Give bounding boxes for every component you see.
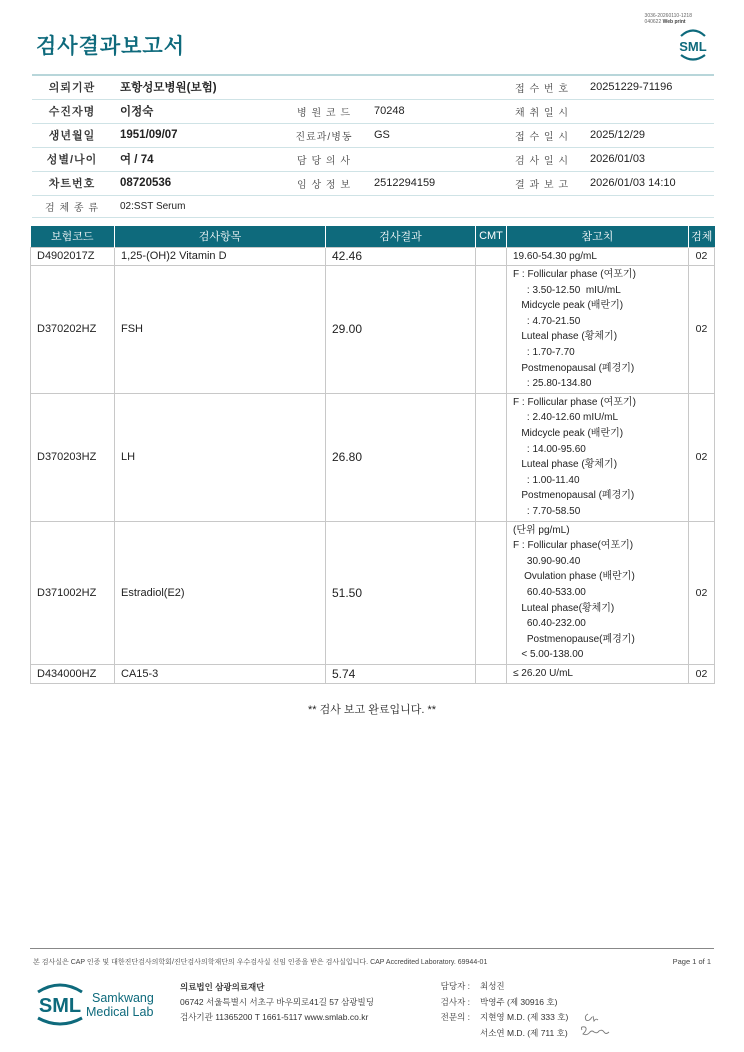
info-value xyxy=(366,147,502,171)
comment xyxy=(476,393,507,521)
org-contact: 검사기관 11365200 T 1661-5117 www.smlab.co.kr xyxy=(180,1012,369,1022)
specimen-code: 02 xyxy=(689,521,715,664)
footer-logo-text: SML xyxy=(38,995,82,1017)
result-row xyxy=(31,247,715,266)
result-row xyxy=(31,521,715,664)
test-result: 26.80 xyxy=(326,393,476,521)
staff-entry xyxy=(428,979,568,995)
org-address: 06742 서울특별시 서초구 바우뫼로41길 57 삼광빌딩 xyxy=(180,997,374,1007)
info-value: 08720536 xyxy=(112,171,282,195)
info-label: 검 사 일 시 xyxy=(502,147,582,171)
patient-info-row xyxy=(32,171,714,195)
info-value: 2512294159 xyxy=(366,171,502,195)
staff-name: 지현영 M.D. (제 333 호) xyxy=(480,1012,569,1022)
web-print-label: Web print xyxy=(662,19,686,25)
reference-range: 19.60-54.30 pg/mL xyxy=(507,247,689,266)
code-line-2: 040622 Web print xyxy=(644,19,686,25)
specimen-value: 02:SST Serum xyxy=(112,195,714,217)
test-item: FSH xyxy=(115,266,326,394)
comment xyxy=(476,247,507,266)
staff-name: 박영주 (제 30916 호) xyxy=(480,996,558,1007)
info-value: 20251229-71196 xyxy=(582,75,714,99)
comment xyxy=(476,521,507,664)
results-column-header: 보험코드 xyxy=(31,226,115,247)
footer-logo-name-2: Medical Lab xyxy=(86,1005,154,1019)
info-label: 접 수 일 시 xyxy=(502,123,582,147)
results-column-header: 검체 xyxy=(689,226,715,247)
org-name: 의료법인 삼광의료재단 xyxy=(180,982,265,992)
insurance-code: D434000HZ xyxy=(31,664,115,683)
info-value xyxy=(582,99,714,123)
specimen-code: 02 xyxy=(689,247,715,266)
info-value: 2026/01/03 xyxy=(582,147,714,171)
sml-logo-text: SML xyxy=(679,39,707,54)
specimen-code: 02 xyxy=(689,664,715,683)
staff-entry xyxy=(428,1010,568,1026)
staff-name: 서소연 M.D. (제 711 호) xyxy=(480,1027,568,1038)
insurance-code: D370203HZ xyxy=(31,393,115,521)
test-result: 29.00 xyxy=(326,266,476,394)
patient-info-table xyxy=(32,74,714,218)
specimen-row xyxy=(32,195,714,217)
results-table xyxy=(30,226,715,684)
accreditation-note: 본 검사실은 CAP 인증 및 대한진단검사의학회/진단검사의학재단의 우수검사실 신임 인증을 받은 검사실입니다. CAP Accredited Laboratory. 69944-01 xyxy=(33,959,488,966)
test-item: LH xyxy=(115,393,326,521)
info-label: 의뢰기관 xyxy=(32,75,112,99)
page-title: 검사결과보고서 xyxy=(36,34,186,58)
footer-divider xyxy=(30,948,714,949)
info-value: GS xyxy=(366,123,502,147)
info-value: 포항성모병원(보험) xyxy=(112,75,282,99)
organization-info xyxy=(180,980,374,1025)
result-row xyxy=(31,393,715,521)
test-result: 5.74 xyxy=(326,664,476,683)
info-value: 여 / 74 xyxy=(112,147,282,171)
test-item: Estradiol(E2) xyxy=(115,521,326,664)
staff-role: 전문의 : xyxy=(440,1012,470,1022)
info-label: 담 당 의 사 xyxy=(282,147,366,171)
patient-info-row xyxy=(32,123,714,147)
reference-range: F : Follicular phase (여포기) : 2.40-12.60 mIU/mL Midcycle peak (배란기) : 14.00-95.60 Luteal phase (황체기) : 1.00-11.40 Postmenopausal (폐경기) : 7.70-58.50 xyxy=(507,393,689,521)
insurance-code: D4902017Z xyxy=(31,247,115,266)
result-row xyxy=(31,664,715,683)
reference-range: ≤ 26.20 U/mL xyxy=(507,664,689,683)
signature-icon xyxy=(578,1008,612,1040)
info-value xyxy=(366,75,502,99)
staff-role: 검사자 : xyxy=(440,996,470,1007)
results-column-header: CMT xyxy=(476,226,507,247)
test-item: CA15-3 xyxy=(115,664,326,683)
reference-range: (단위 pg/mL) F : Follicular phase(여포기) 30.90-90.40 Ovulation phase (배란기) 60.40-533.00 Luteal phase(황체기) 60.40-232.00 Postmenopause(폐경기) < 5.00-138.00 xyxy=(507,521,689,664)
completion-notice: ** 검사 보고 완료입니다. ** xyxy=(307,704,437,716)
patient-info-row xyxy=(32,147,714,171)
staff-entry xyxy=(428,995,568,1011)
info-value: 1951/09/07 xyxy=(112,123,282,147)
info-label: 접 수 번 호 xyxy=(502,75,582,99)
page-number: Page 1 of 1 xyxy=(672,957,711,966)
info-label: 채 취 일 시 xyxy=(502,99,582,123)
info-label: 결 과 보 고 xyxy=(502,171,582,195)
results-column-header: 검사결과 xyxy=(326,226,476,247)
comment xyxy=(476,664,507,683)
specimen-label: 검 체 종 류 xyxy=(32,195,112,217)
sml-logo-icon xyxy=(674,22,712,64)
info-label: 병 원 코 드 xyxy=(282,99,366,123)
insurance-code: D371002HZ xyxy=(31,521,115,664)
staff-entry xyxy=(428,1026,568,1042)
results-column-header: 검사항목 xyxy=(115,226,326,247)
staff-role: 담당자 : xyxy=(440,981,470,991)
info-value: 70248 xyxy=(366,99,502,123)
results-column-header: 참고치 xyxy=(507,226,689,247)
patient-info-row xyxy=(32,75,714,99)
info-value: 이정숙 xyxy=(112,99,282,123)
footer-logo-name-1: Samkwang xyxy=(92,991,154,1005)
info-label: 차트번호 xyxy=(32,171,112,195)
info-label: 진료과/병동 xyxy=(282,123,366,147)
staff-list xyxy=(428,979,568,1041)
code-line-1: 3036-20260110-1218 xyxy=(644,13,692,19)
test-item: 1,25-(OH)2 Vitamin D xyxy=(115,247,326,266)
info-value: 2026/01/03 14:10 xyxy=(582,171,714,195)
info-label: 임 상 정 보 xyxy=(282,171,366,195)
info-label: 성별/나이 xyxy=(32,147,112,171)
info-label: 수진자명 xyxy=(32,99,112,123)
info-label: 생년월일 xyxy=(32,123,112,147)
info-label xyxy=(282,75,366,99)
insurance-code: D370202HZ xyxy=(31,266,115,394)
result-row xyxy=(31,266,715,394)
reference-range: F : Follicular phase (여포기) : 3.50-12.50 mIU/mL Midcycle peak (배란기) : 4.70-21.50 Luteal phase (황체기) : 1.70-7.70 Postmenopausal (폐경기) : 25.80-134.80 xyxy=(507,266,689,394)
patient-info-row xyxy=(32,99,714,123)
test-result: 42.46 xyxy=(326,247,476,266)
comment xyxy=(476,266,507,394)
specimen-code: 02 xyxy=(689,393,715,521)
staff-name: 최성진 xyxy=(480,981,505,991)
info-value: 2025/12/29 xyxy=(582,123,714,147)
samkwang-logo-icon xyxy=(36,980,176,1028)
specimen-code: 02 xyxy=(689,266,715,394)
test-result: 51.50 xyxy=(326,521,476,664)
